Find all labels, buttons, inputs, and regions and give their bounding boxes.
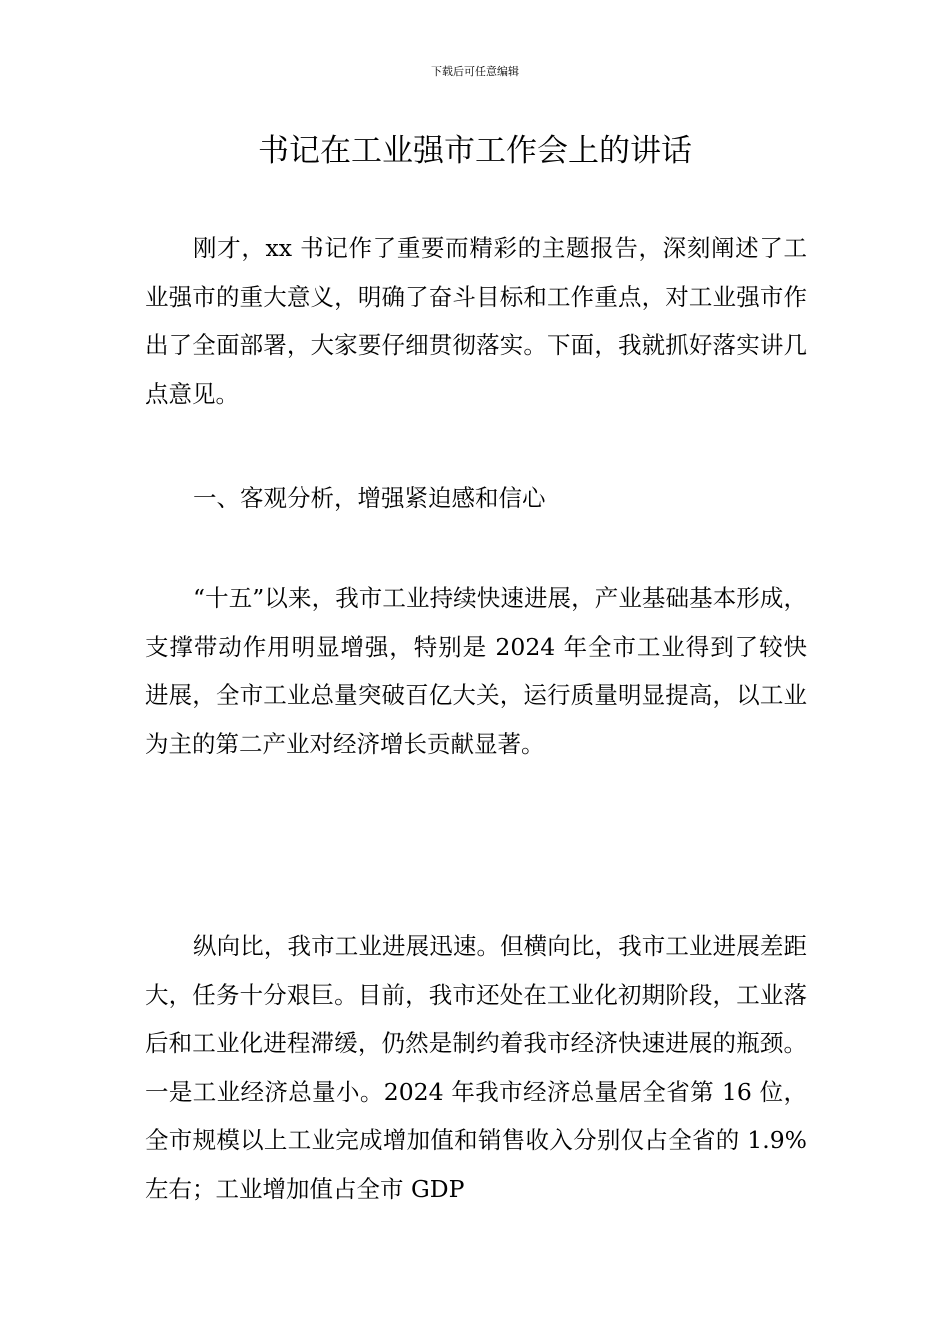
header-note: 下载后可任意编辑	[431, 65, 519, 78]
section-heading: 一、客观分析，增强紧迫感和信心	[193, 484, 546, 512]
paragraph-progress: “十五”以来，我市工业持续快速进展，产业基础基本形成，支撑带动作用明显增强，特别是 2024 年全市工业得到了较快进展，全市工业总量突破百亿大关，运行质量明显提高，以工业为主的第二产业对经济增长贡献显著。	[145, 584, 807, 758]
paragraph-comparison: 纵向比，我市工业进展迅速。但横向比，我市工业进展差距大，任务十分艰巨。目前，我市还处在工业化初期阶段，工业落后和工业化进程滞缓，仍然是制约着我市经济快速进展的瓶颈。一是工业经济总量小。2024 年我市经济总量居全省第 16 位，全市规模以上工业完成增加值和销售收入分别仅占全省的 1.9%左右；工业增加值占全市 GDP	[145, 932, 807, 1203]
document-title: 书记在工业强市工作会上的讲话	[258, 133, 692, 169]
paragraph-intro: 刚才，xx 书记作了重要而精彩的主题报告，深刻阐述了工业强市的重大意义，明确了奋斗目标和工作重点，对工业强市作出了全面部署，大家要仔细贯彻落实。下面，我就抓好落实讲几点意见。	[145, 234, 807, 408]
